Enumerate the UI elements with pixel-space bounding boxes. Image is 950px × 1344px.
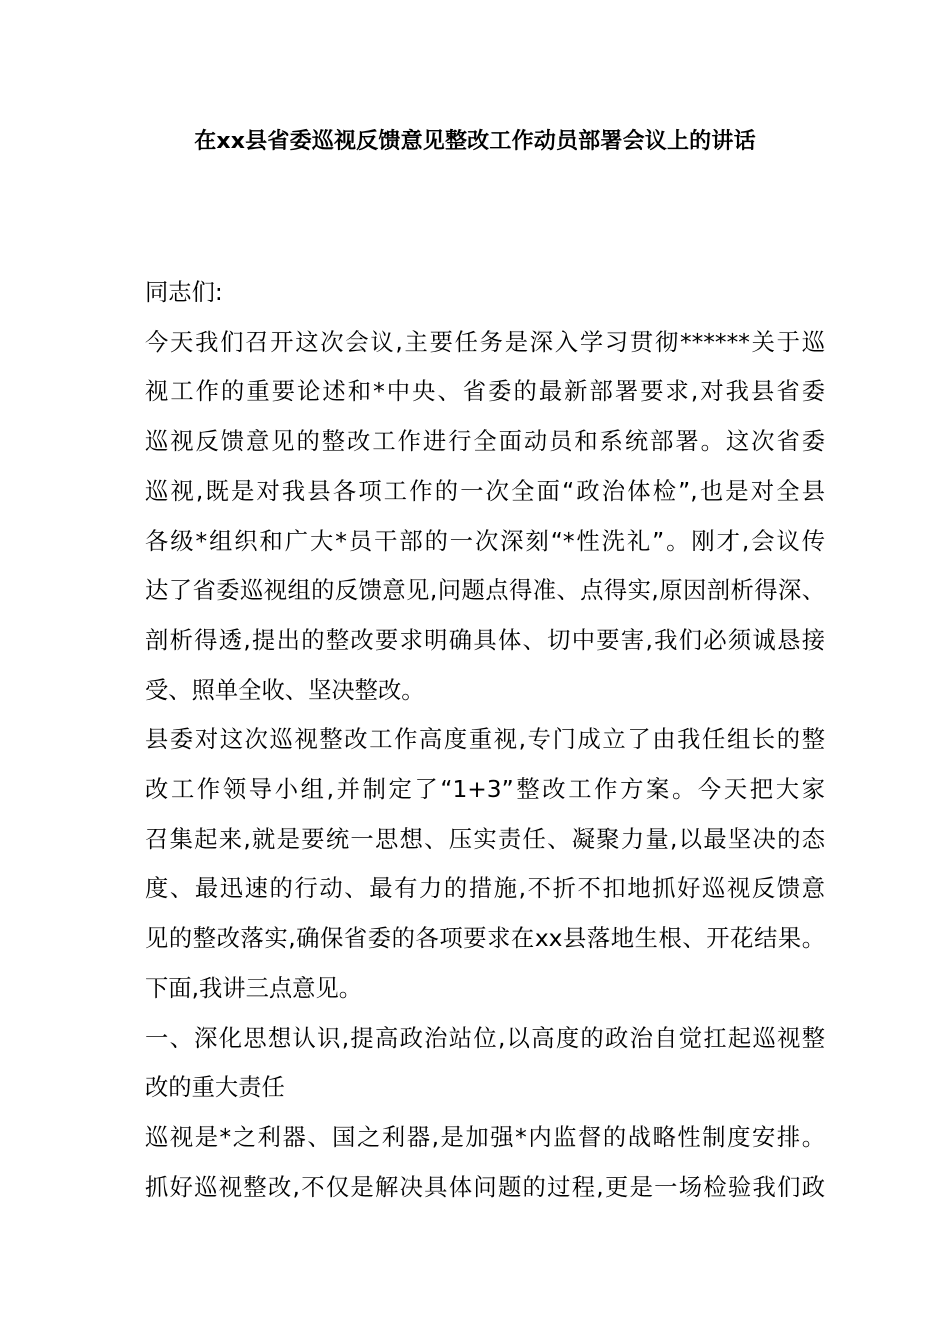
text-line: 改的重大责任 bbox=[145, 1074, 285, 1102]
document-title: 在xx县省委巡视反馈意见整改工作动员部署会议上的讲话 bbox=[194, 129, 756, 154]
text-line: 各级*组织和广大*员干部的一次深刻“*性洗礼”。刚才,会议传 bbox=[145, 527, 825, 555]
text-line: 改工作领导小组,并制定了“1+3”整改工作方案。今天把大家 bbox=[145, 776, 825, 804]
text-line: 县委对这次巡视整改工作高度重视,专门成立了由我任组长的整 bbox=[145, 726, 825, 754]
salutation bbox=[145, 268, 825, 318]
text-line: 巡视是*之利器、国之利器,是加强*内监督的战略性制度安排。 bbox=[145, 1123, 825, 1151]
section-heading-1 bbox=[145, 1014, 825, 1113]
document-body bbox=[145, 268, 825, 1212]
text-line: 同志们: bbox=[145, 279, 223, 306]
paragraph-3 bbox=[145, 1113, 825, 1212]
text-line: 视工作的重要论述和*中央、省委的最新部署要求,对我县省委 bbox=[145, 378, 825, 406]
text-line: 巡视反馈意见的整改工作进行全面动员和系统部署。这次省委 bbox=[145, 428, 825, 456]
text-line: 下面,我讲三点意见。 bbox=[145, 974, 363, 1002]
text-line: 今天我们召开这次会议,主要任务是深入学习贯彻******关于巡 bbox=[145, 328, 825, 356]
text-line: 抓好巡视整改,不仅是解决具体问题的过程,更是一场检验我们政 bbox=[145, 1173, 825, 1201]
text-line: 受、照单全收、坚决整改。 bbox=[145, 676, 425, 704]
paragraph-1 bbox=[145, 318, 825, 716]
text-line: 达了省委巡视组的反馈意见,问题点得准、点得实,原因剖析得深、 bbox=[145, 577, 825, 605]
text-line: 剖析得透,提出的整改要求明确具体、切中要害,我们必须诚恳接 bbox=[145, 626, 825, 654]
text-line: 巡视,既是对我县各项工作的一次全面“政治体检”,也是对全县 bbox=[145, 477, 825, 505]
text-line: 一、深化思想认识,提高政治站位,以高度的政治自觉扛起巡视整 bbox=[145, 1024, 825, 1052]
text-line: 度、最迅速的行动、最有力的措施,不折不扣地抓好巡视反馈意 bbox=[145, 875, 825, 903]
text-line: 召集起来,就是要统一思想、压实责任、凝聚力量,以最坚决的态 bbox=[145, 825, 825, 853]
paragraph-2 bbox=[145, 715, 825, 1013]
text-line: 见的整改落实,确保省委的各项要求在xx县落地生根、开花结果。 bbox=[145, 925, 825, 953]
